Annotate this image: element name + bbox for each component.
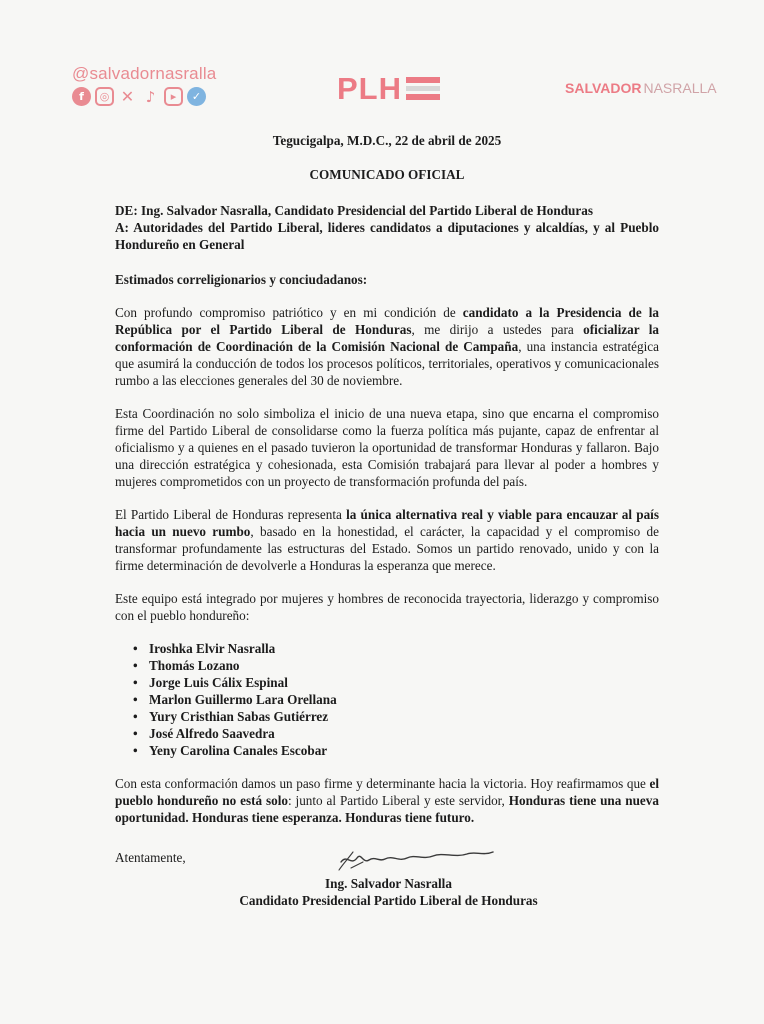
p3-text-2: , basado en la honestidad, el carácter, la capacidad y el compromiso de transformar profundamente las estructuras del Estado. Somos un partido renovado, unido y con la firme determinación de devolverle a Honduras la esperanza que merece.	[115, 524, 659, 573]
closing: Atentamente,	[115, 850, 186, 865]
p5-bold-2: Honduras tiene una nueva oportunidad. Honduras tiene esperanza. Honduras tiene futuro.	[115, 793, 659, 825]
paragraph-1	[115, 304, 659, 389]
p3-bold-1: la única alternativa real y viable para encauzar al país hacia un nuevo rumbo	[115, 507, 659, 539]
tiktok-icon: ♪	[145, 87, 156, 106]
facebook-icon: f	[72, 87, 91, 106]
social-icons-row	[72, 87, 206, 106]
signer-title: Candidato Presidencial Partido Liberal de Honduras	[239, 893, 538, 908]
addressee-block	[115, 202, 659, 253]
members-list	[115, 640, 659, 759]
from-line: DE: Ing. Salvador Nasralla, Candidato Presidencial del Partido Liberal de Honduras	[115, 203, 593, 218]
letter-title: COMUNICADO OFICIAL	[309, 167, 465, 182]
letter-body	[115, 132, 659, 866]
signature-image	[333, 840, 503, 880]
brand-first: SALVADOR	[565, 80, 642, 96]
list-item: • Jorge Luis Cálix Espinal	[149, 674, 659, 691]
p5-bold-1: el pueblo hondureño no está solo	[115, 776, 659, 808]
p1-text-1: Con profundo compromiso patriótico y en mi condición de	[115, 305, 463, 320]
instagram-icon: ◎	[95, 87, 114, 106]
signature-block	[236, 875, 541, 909]
p1-bold-2: oficializar la conformación de Coordinación de la Comisión Nacional de Campaña	[115, 322, 659, 354]
p5-text-1: Con esta conformación damos un paso firme y determinante hacia la victoria. Hoy reafirmamos que	[115, 776, 650, 791]
p1-text-2: , me dirijo a ustedes para	[411, 322, 584, 337]
p1-text-3: , una instancia estratégica que asumirá la conducción de todos los procesos políticos, territoriales, operativos y comunicacionales rumbo a las elecciones generales del 30 de noviembre.	[115, 339, 660, 388]
verified-icon: ✓	[187, 87, 206, 106]
list-item: • Iroshka Elvir Nasralla	[149, 640, 659, 657]
paragraph-2: Esta Coordinación no solo simboliza el inicio de una nueva etapa, sino que encarna el compromiso firme del Partido Liberal de consolidarse como la fuerza política más pujante, capaz de enfrentar al oficialismo y a quienes en el pasado tuvieron la oportunidad de transformar Honduras y fallaron. Bajo una dirección estratégica y cohesionada, esta Comisión trabajará para llevar al poder a hombres y mujeres comprometidos con un proyecto de transformación profunda del país.	[115, 406, 659, 489]
plh-logo-text: PLH	[337, 71, 402, 106]
flag-icon	[406, 77, 440, 100]
signer-name: Ing. Salvador Nasralla	[325, 876, 452, 891]
paragraph-5	[115, 775, 659, 826]
social-handle: @salvadornasralla	[72, 64, 217, 83]
brand-last: NASRALLA	[643, 80, 717, 96]
brand-name	[565, 80, 717, 96]
letter-date: Tegucigalpa, M.D.C., 22 de abril de 2025	[272, 133, 502, 148]
list-item: • Yeny Carolina Canales Escobar	[149, 742, 659, 759]
list-item: • Thomás Lozano	[149, 657, 659, 674]
youtube-icon: ▸	[164, 87, 183, 106]
p1-bold-1: candidato a la Presidencia de la República por el Partido Liberal de Honduras	[115, 305, 659, 337]
list-item: • Yury Cristhian Sabas Gutiérrez	[149, 708, 659, 725]
paragraph-4: Este equipo está integrado por mujeres y hombres de reconocida trayectoria, liderazgo y compromiso con el pueblo hondureño:	[115, 591, 659, 623]
list-item: • Marlon Guillermo Lara Orellana	[149, 691, 659, 708]
to-line: A: Autoridades del Partido Liberal, lideres candidatos a diputaciones y alcaldías, y al Pueblo Hondureño en General	[115, 220, 659, 252]
plh-logo	[337, 73, 440, 104]
p5-text-2: : junto al Partido Liberal y este servidor,	[287, 793, 509, 808]
list-item: • José Alfredo Saavedra	[149, 725, 659, 742]
p3-text-1: El Partido Liberal de Honduras representa	[115, 507, 347, 522]
greeting: Estimados correligionarios y conciudadanos:	[115, 272, 368, 287]
paragraph-3	[115, 506, 659, 574]
x-icon: ✕	[120, 87, 135, 106]
